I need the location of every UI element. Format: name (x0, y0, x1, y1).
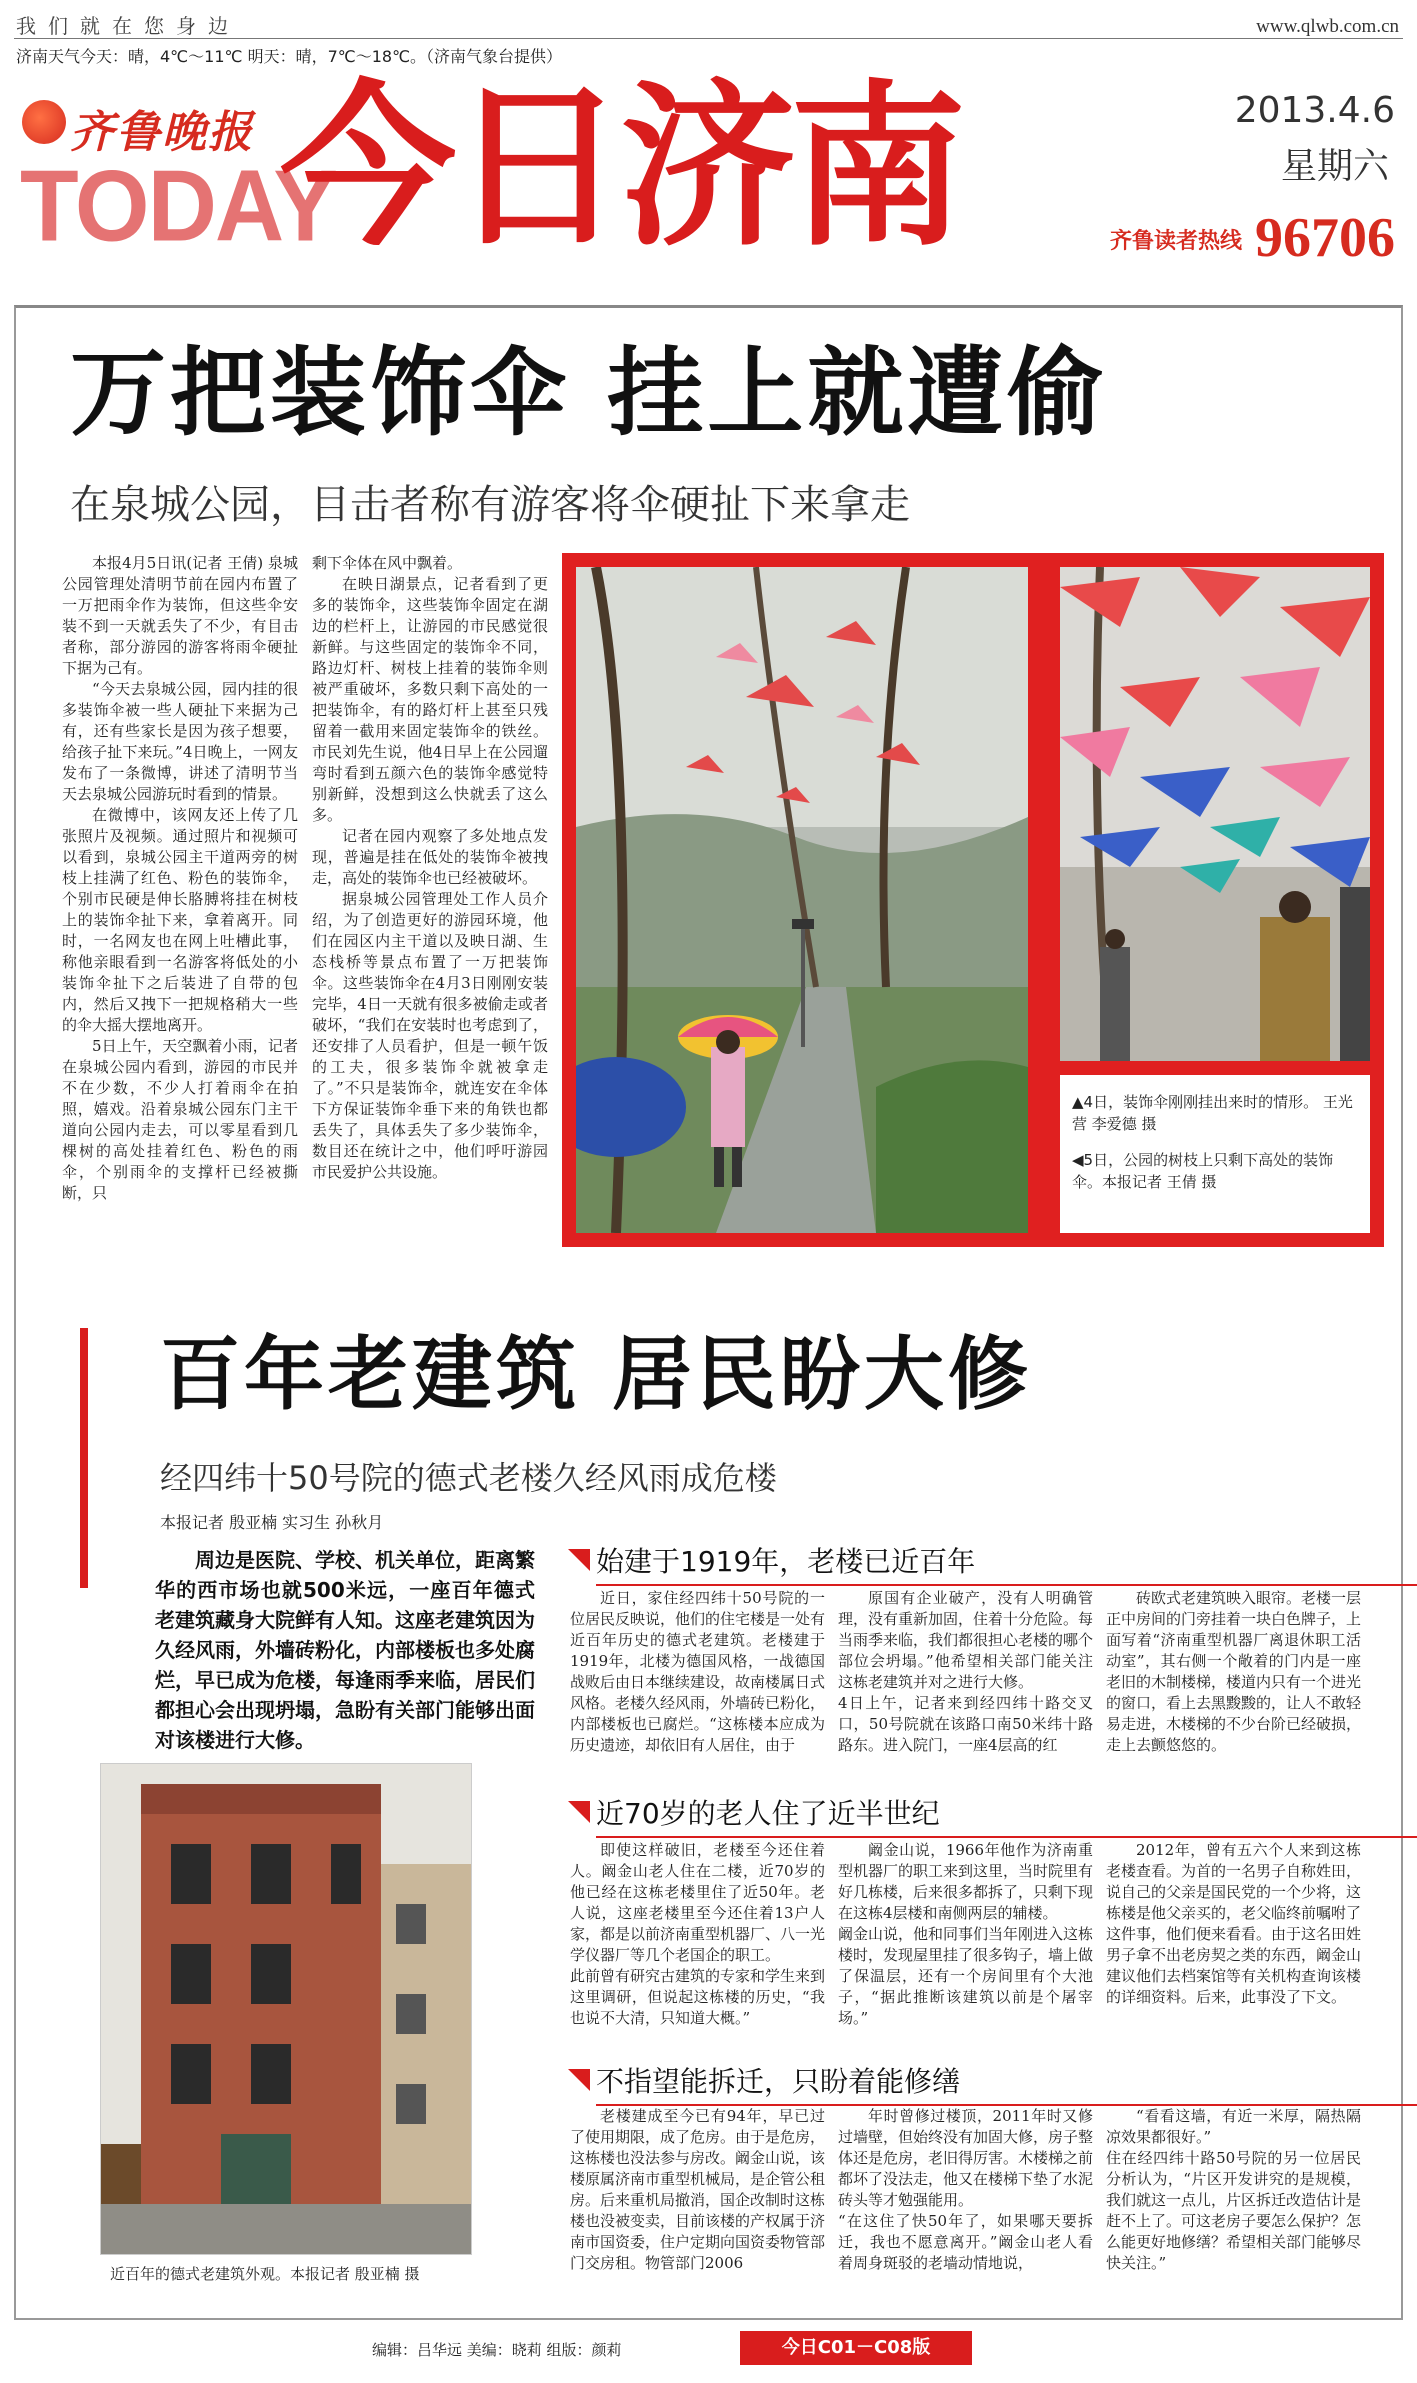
subhead-title: 近70岁的老人住了近半世纪 (596, 1797, 940, 1830)
story2-subhead-2 (568, 1792, 940, 1832)
paragraph: 近日，家住经四纬十50号院的一位居民反映说，他们的住宅楼是一处有近百年历史的德式老建筑。老楼建于1919年，北楼为德国风格，一战德国战败后由日本继续建设，故南楼属日式风格。老楼久经风雨，外墙砖已粉化，内部楼板也已腐烂。“这栋楼本应成为历史遗迹，却依旧有人居住，由于 (570, 1589, 825, 1754)
top-slogan: 我们就在您身边 (16, 14, 240, 38)
triangle-marker-icon (568, 1801, 590, 1823)
section1-col1 (570, 1588, 825, 1778)
paragraph: 即使这样破旧，老楼至今还住着人。阚金山老人住在二楼，近70岁的他已经在这栋老楼里住了近50年。老人说，这座老楼里至今还住着13户人家，都是以前济南重型机器厂、八一光学仪器厂等几个老国企的职工。 此前曾有研究古建筑的专家和学生来到这里调研，但说起这栋楼的历史，“我也说不大清，只知道大概。” (570, 1841, 825, 2027)
old-building-photo (100, 1763, 472, 2255)
story2-headline: 百年老建筑 居民盼大修 (160, 1328, 1032, 1421)
subhead-title: 始建于1919年，老楼已近百年 (596, 1545, 976, 1578)
section3-col1 (570, 2106, 825, 2314)
paragraph: 剩下伞体在风中飘着。 (312, 554, 463, 572)
section2-col2 (838, 1840, 1093, 2048)
paragraph: 据泉城公园管理处工作人员介绍，为了创造更好的游园环境，他们在园区内主干道以及映日湖、生态栈桥等景点布置了一万把装饰伞。这些装饰伞在4月3日刚刚安装完毕，4日一天就有很多被偷走或者破坏，“我们在安装时也考虑到了，还安排了人员看护，但是一顿午饭的工夫，很多装饰伞就被拿走了。”不只是装饰伞，就连安在伞体下方保证装饰伞垂下来的角铁也都丢失了，具体丢失了多少装饰伞，数目还在统计之中，他们呼吁游园市民爱护公共设施。 (312, 890, 548, 1181)
story1-column-1 (62, 553, 298, 1293)
weather-line: 济南天气今天：晴，4℃～11℃ 明天：晴，7℃～18℃。（济南气象台提供） (16, 47, 563, 66)
today-logo: TODAY (20, 150, 336, 263)
building-photo-caption: 近百年的德式老建筑外观。本报记者 殷亚楠 摄 (110, 2265, 420, 2283)
hanging-umbrellas-photo (1060, 567, 1370, 1061)
section-title: 今日济南 (280, 65, 961, 270)
triangle-marker-icon (568, 1549, 590, 1571)
story1-column-2 (312, 553, 548, 1293)
newspaper-logo: 齐鲁晚报 (70, 107, 254, 158)
story2-subhead-1 (568, 1540, 975, 1580)
subhead-title: 不指望能拆迁，只盼着能修缮 (596, 2065, 961, 2098)
story2-subheadline: 经四纬十50号院的德式老楼久经风雨成危楼 (160, 1459, 777, 1497)
section2-col1 (570, 1840, 825, 2048)
masthead (0, 65, 1417, 300)
photo-caption-2: ◀5日，公园的树枝上只剩下高处的装饰伞。本报记者 王倩 摄 (1072, 1151, 1334, 1191)
triangle-marker-icon (568, 2069, 590, 2091)
paragraph: 砖欧式老建筑映入眼帘。老楼一层正中房间的门旁挂着一块白色牌子，上面写着“济南重型机器厂离退休职工活动室”，其右侧一个敞着的门内是一座老旧的木制楼梯，楼道内只有一个进光的窗口，看上去黑黢黢的，让人不敢轻易走进，木楼梯的不少台阶已经破损，走上去颤悠悠的。 (1106, 1589, 1361, 1754)
story2-accent-bar (80, 1328, 88, 1588)
paragraph: 5日上午，天空飘着小雨，记者在泉城公园内看到，游园的市民并不在少数，不少人打着雨伞在拍照，嬉戏。沿着泉城公园东门主干道向公园内走去，可以零星看到几棵树的高处挂着红色、粉色的雨伞，个别雨伞的支撑杆已经被撕断，只 (62, 1037, 298, 1202)
paragraph: 原国有企业破产，没有人明确管理，没有重新加固，住着十分危险。每当雨季来临，我们都很担心老楼的哪个部位会坍塌。”他希望相关部门能关注这栋老建筑并对之进行大修。 4日上午，记者来到经四纬十路交叉口，50号院就在该路口南50米纬十路路东。进入院门，一座4层高的红 (838, 1589, 1093, 1754)
story1-headline: 万把装饰伞 挂上就遭偷 (70, 337, 1108, 449)
paragraph: “今天去泉城公园，园内挂的很多装饰伞被一些人硬扯下来据为己有，还有些家长是因为孩子想要，给孩子扯下来玩。”4日晚上，一网友发布了一条微博，讲述了清明节当天去泉城公园游玩时看到的情景。 (62, 680, 298, 803)
issue-date: 2013.4.6 (1234, 90, 1395, 131)
photo-panel (562, 553, 1384, 1247)
story2-subhead-3 (568, 2060, 960, 2100)
top-divider (14, 38, 1403, 39)
paragraph: 阚金山说，1966年他作为济南重型机器厂的职工来到这里，当时院里有好几栋楼，后来很多都拆了，只剩下现在这栋4层楼和南侧两层的辅楼。 阚金山说，他和同事们当年刚进入这栋楼时，发现屋里挂了很多钩子，墙上做了保温层，还有一个房间里有个大池子，“据此推断该建筑以前是个屠宰场。” (838, 1841, 1093, 2027)
photo-captions (1060, 1075, 1370, 1233)
paragraph: 本报4月5日讯(记者 王倩) 泉城公园管理处清明节前在园内布置了一万把雨伞作为装饰，但这些伞安装不到一天就丢失了不少，有目击者称，部分游园的游客将雨伞硬扯下据为己有。 (62, 554, 298, 677)
subhead-underline (596, 1836, 1417, 1838)
editor-credits: 编辑：吕华远 美编：晓莉 组版：颜莉 (372, 2341, 622, 2359)
park-umbrellas-photo (576, 567, 1028, 1233)
section3-col2 (838, 2106, 1093, 2314)
story1-subheadline: 在泉城公园，目击者称有游客将伞硬扯下来拿走 (70, 482, 910, 528)
paragraph: 老楼建成至今已有94年，早已过了使用期限，成了危房。由于是危房，这栋楼也没法参与房改。阚金山说，该楼原属济南市重型机械局，是企管公租房。后来重机局撤消，国企改制时这栋楼也没被变卖，目前该楼的产权属于济南市国资委，住户定期向国资委物管部门交房租。物管部门2006 (570, 2107, 825, 2272)
paragraph: 2012年，曾有五六个人来到这栋老楼查看。为首的一名男子自称姓田，说自己的父亲是国民党的一个少将，这栋楼是他父亲买的，老父临终前嘱咐了这件事，他们便来看看。由于这名田姓男子拿不出老房契之类的东西，阚金山建议他们去档案馆等有关机构查询该楼的详细资料。后来，此事没了下文。 (1106, 1841, 1361, 2006)
lead-paragraph: 周边是医院、学校、机关单位，距离繁华的西市场也就500米远，一座百年德式老建筑藏身大院鲜有人知。这座老建筑因为久经风雨，外墙砖粉化，内部楼板也多处腐烂，早已成为危楼，每逢雨季来临，居民们都担心会出现坍塌，急盼有关部门能够出面对该楼进行大修。 (155, 1548, 535, 1752)
section2-col3 (1106, 1840, 1361, 2048)
paragraph: 在微博中，该网友还上传了几张照片及视频。通过照片和视频可以看到，泉城公园主干道两旁的树枝上挂满了红色、粉色的装饰伞，个别市民硬是伸长胳膊将挂在树枝上的装饰伞扯下来，拿着离开。同时，一名网友也在网上吐槽此事，称他亲眼看到一名游客将低处的小装饰伞扯下之后装进了自带的包内，然后又拽下一把规格稍大一些的伞大摇大摆地离开。 (62, 806, 298, 1034)
hotline-number: 96706 (1255, 207, 1395, 269)
hotline-label: 齐鲁读者热线 (1110, 228, 1243, 254)
story2-byline: 本报记者 殷亚楠 实习生 孙秋月 (160, 1513, 384, 1532)
story2-lead (155, 1545, 535, 1755)
section1-col3 (1106, 1588, 1361, 1778)
paragraph: 年时曾修过楼顶，2011年时又修过墙壁，但始终没有加固大修，房子整体还是危房，老旧得厉害。木楼梯之前都坏了没法走，他又在楼梯下垫了水泥砖头等才勉强能用。 “在这住了快50年了，如果哪天要拆迁，我也不愿意离开。”阚金山老人看着周身斑驳的老墙动情地说， (838, 2107, 1093, 2272)
paragraph: 在映日湖景点，记者看到了更多的装饰伞，这些装饰伞固定在湖边的栏杆上，让游园的市民感觉很新鲜。与这些固定的装饰伞不同，路边灯杆、树枝上挂着的装饰伞则被严重破坏，多数只剩下高处的一把装饰伞，有的路灯杆上甚至只残留着一截用来固定装饰伞的铁丝。市民刘先生说，他4日早上在公园遛弯时看到五颜六色的装饰伞感觉特别新鲜，没想到这么快就丢了这么多。 (312, 575, 548, 824)
section3-col3 (1106, 2106, 1361, 2314)
issue-weekday: 星期六 (1280, 146, 1389, 187)
photo-caption-1: ▲4日，装饰伞刚刚挂出来时的情形。 王光营 李爱德 摄 (1072, 1093, 1353, 1133)
subhead-underline (596, 1584, 1417, 1586)
page-range-badge: 今日C01－C08版 (740, 2331, 972, 2365)
section1-col2 (838, 1588, 1093, 1778)
website-url[interactable]: www.qlwb.com.cn (1256, 16, 1399, 37)
paragraph: 记者在园内观察了多处地点发现，普遍是挂在低处的装饰伞被拽走，高处的装饰伞也已经被破坏。 (312, 827, 548, 887)
logo-swirl-icon (22, 100, 66, 144)
paragraph: “看看这墙，有近一米厚，隔热隔凉效果都很好。” 住在经四纬十路50号院的另一位居民分析认为，“片区开发讲究的是规模，我们就这一点儿，片区拆迁改造估计是赶不上了。可这老房子要怎么保护？怎么能更好地修缮？希望相关部门能够尽快关注。” (1106, 2107, 1361, 2272)
